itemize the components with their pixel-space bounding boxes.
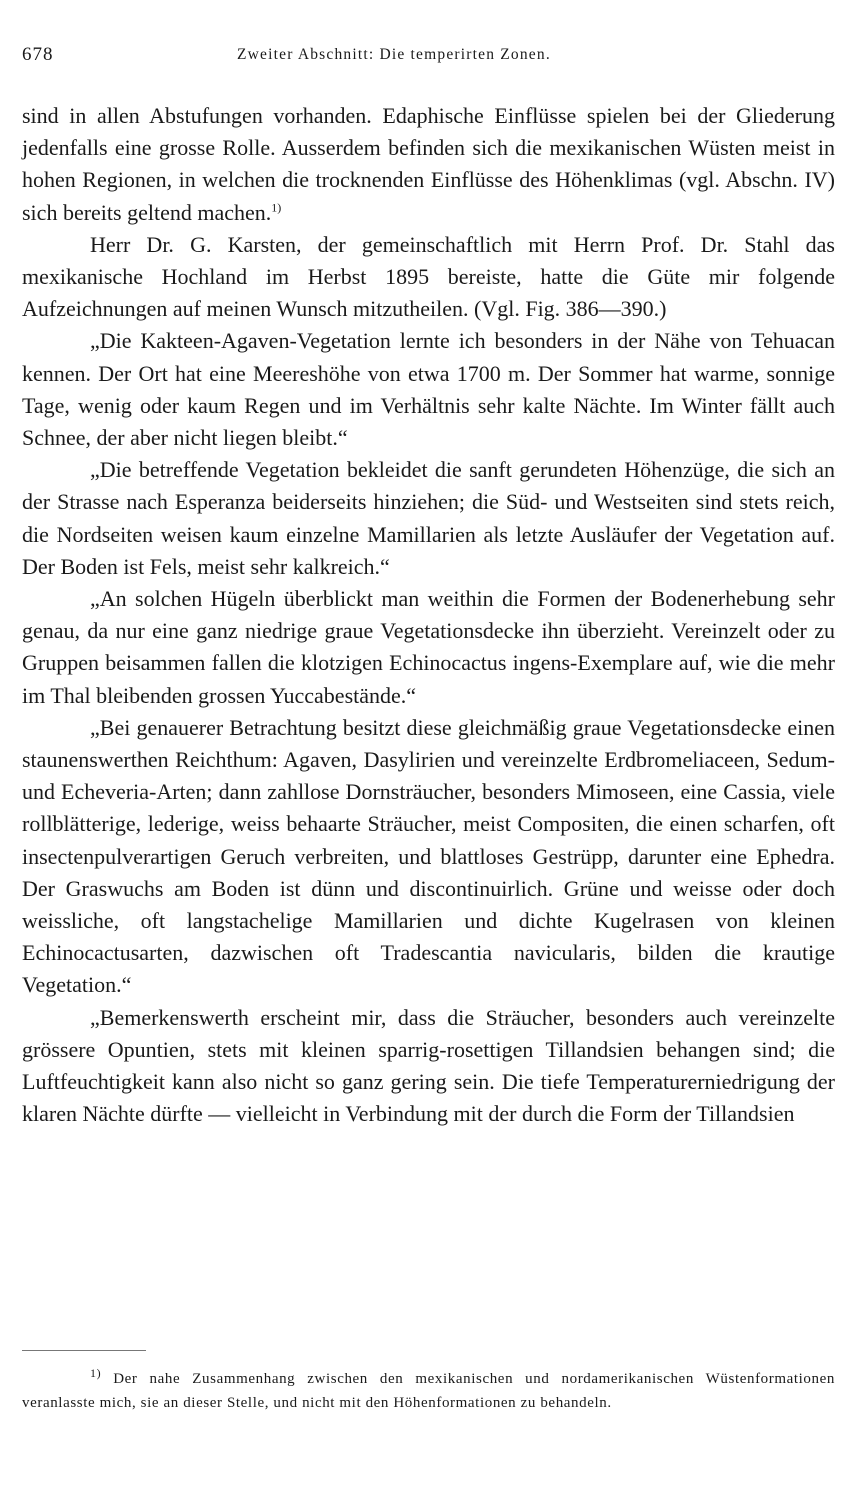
running-title: Zweiter Abschnitt: Die temperirten Zonen. [237, 46, 551, 63]
footnotes [22, 1368, 835, 1415]
footnote-text: Der nahe Zusammenhang zwischen den mexikanischen und nordamerikanischen Wüstenformationen veranlasste mich, sie an dieser Stelle, und nicht mit den Höhenformationen zu behandeln. [22, 1371, 835, 1411]
footnote [22, 1368, 835, 1415]
paragraph-text: sind in allen Abstufungen vorhanden. Edaphische Einflüsse spielen bei der Gliederung jedenfalls eine grosse Rolle. Ausserdem befinden sich die mexikanischen Wüsten meist in hohen Regionen, in welchen die trocknenden Einflüsse des Höhenklimas (vgl. Abschn. IV) sich bereits geltend machen. [22, 103, 835, 225]
footnote-marker: 1) [90, 1366, 102, 1380]
body-text [22, 100, 835, 1131]
paragraph: „Die Kakteen-Agaven-Vegetation lernte ich besonders in der Nähe von Tehuacan kennen. Der Ort hat eine Meereshöhe von etwa 1700 m. Der Sommer hat warme, sonnige Tage, wenig oder kaum Regen und im Verhältnis sehr kalte Nächte. Im Winter fällt auch Schnee, der aber nicht liegen bleibt.“ [22, 328, 835, 451]
page-number: 678 [22, 44, 54, 65]
running-head [22, 44, 830, 74]
paragraph: Herr Dr. G. Karsten, der gemeinschaftlich mit Herrn Prof. Dr. Stahl das mexikanische Hochland im Herbst 1895 bereiste, hatte die Güte mir folgende Aufzeichnungen auf meinen Wunsch mitzutheilen. (Vgl. Fig. 386—390.) [22, 231, 835, 322]
footnote-divider [22, 1350, 146, 1351]
paragraph: „Die betreffende Vegetation bekleidet die sanft gerundeten Höhenzüge, die sich an der Strasse nach Esperanza beiderseits hinziehen; die Süd- und Westseiten sind stets reich, die Nordseiten weisen kaum einzelne Mamillarien als letzte Ausläufer der Vegetation auf. Der Boden ist Fels, meist sehr kalkreich.“ [22, 457, 835, 579]
paragraph: „An solchen Hügeln überblickt man weithin die Formen der Bodenerhebung sehr genau, da nur eine ganz niedrige graue Vegetationsdecke ihn überzieht. Vereinzelt oder zu Gruppen beisammen fallen die klotzigen Echinocactus ingens-Exemplare auf, wie die mehr im Thal bleibenden grossen Yuccabestände.“ [22, 586, 835, 708]
paragraph [22, 100, 835, 229]
paragraph: „Bemerkenswerth erscheint mir, dass die Sträucher, besonders auch vereinzelte grössere Opuntien, stets mit kleinen sparrig-rosettigen Tillandsien behangen sind; die Luftfeuchtigkeit kann also nicht so ganz gering sein. Die tiefe Temperaturerniedrigung der klaren Nächte dürfte — vielleicht in Verbindung mit der durch die Form der Tillandsien [22, 1004, 835, 1127]
footnote-reference: 1) [271, 200, 282, 215]
paragraph: „Bei genauerer Betrachtung besitzt diese gleichmäßig graue Vegetationsdecke einen staunenswerthen Reichthum: Agaven, Dasylirien und vereinzelte Erdbromeliaceen, Sedum- und Echeveria-Arten; dann zahllose Dornsträucher, besonders Mimoseen, eine Cassia, viele rollblätterige, lederige, weiss behaarte Sträucher, meist Compositen, die einen scharfen, oft insectenpulverartigen Geruch verbreiten, und blattloses Gestrüpp, darunter eine Ephedra. Der Graswuchs am Boden ist dünn und discontinuirlich. Grüne und weisse oder doch weissliche, oft langstachelige Mamillarien und dichte Kugelrasen von kleinen Echinocactusarten, dazwischen oft Tradescantia navicularis, bilden die krautige Vegetation.“ [22, 714, 835, 998]
